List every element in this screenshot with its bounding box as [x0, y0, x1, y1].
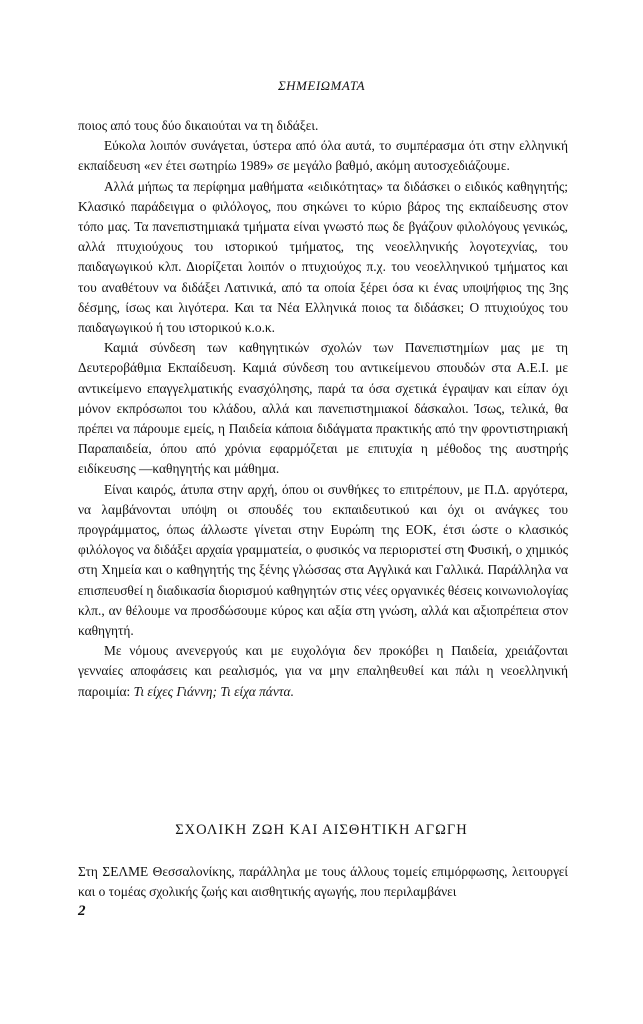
running-title: ΣΗΜΕΙΩΜΑΤΑ [277, 78, 366, 93]
main-text [78, 116, 568, 702]
paragraph: Είναι καιρός, άτυπα στην αρχή, όπου οι συνθήκες το επιτρέπουν, με Π.Δ. αργότερα, να λαμβάνονται υπόψη οι σπουδές του εκπαιδευτικού και όχι οι ανάγκες του προγράμματος, όπως άλλωστε γίνεται στην Ευρώπη της ΕΟΚ, έτσι ώστε ο κλασικός φιλόλογος να διδάξει αρχαία γραμματεία, ο φυσικός να περιοριστεί στη Φυσική, ο χημικός στη Χημεία και ο καθηγητής της ξένης γλώσσας στα Αγγλικά και Γαλλικά. Παράλληλα να επισπευσθεί η διαδικασία διορισμού καθηγητών στις νέες οργανικές θέσεις κοινωνιολογίας κλπ., αν θέλουμε να προσδώσουμε κύρος και αξία στη γνώση, αλλά και αξιοπρέπεια στον καθηγητή. [78, 481, 568, 639]
paragraph-continuation: ποιος από τους δύο δικαιούται να τη διδάξει. [78, 118, 319, 133]
paragraph: Στη ΣΕΛΜΕ Θεσσαλονίκης, παράλληλα με τους άλλους τομείς επιμόρφωσης, λειτουργεί και ο τομέας σχολικής ζωής και αισθητικής αγωγής, που περιλαμβάνει [78, 864, 568, 900]
paragraph: Εύκολα λοιπόν συνάγεται, ύστερα από όλα αυτά, το συμπέρασμα ότι στην ελληνική εκπαίδευση «εν έτει σωτηρίω 1989» σε μεγάλο βαθμό, ακόμη αυτοσχεδιάζουμε. [78, 138, 568, 174]
paragraph-with-proverb [78, 641, 568, 702]
paragraph-text: Με νόμους ανενεργούς και με ευχολόγια δεν προκόβει η Παιδεία, χρειάζονται γενναίες αποφάσεις και ρεαλισμός, για να μην επαληθευθεί και πάλι η νεοελληνική παροιμία: [78, 643, 568, 699]
paragraph: Αλλά μήπως τα περίφημα μαθήματα «ειδικότητας» τα διδάσκει ο ειδικός καθηγητής; Κλασικό παράδειγμα ο φιλόλογος, που σηκώνει το κύριο βάρος της εκπαίδευσης στον τόπο μας. Τα πανεπιστημιακά τμήματα είναι γνωστό πως δε βγάζουν φιλολόγους γενικώς, αλλά πτυχιούχους του ιστορικού τμήματος, της νεοελληνικής λογοτεχνίας, του παιδαγωγικού κλπ. Διορίζεται λοιπόν ο πτυχιούχος π.χ. του νεοελληνικού τμήματος και του αναθέτουν να διδάξει Λατινικά, από τα οποία ξέρει όσα κι ένας υποψήφιος της 3ης δέσμης, ίσως και λιγότερα. Και τα Νέα Ελληνικά ποιος τα διδάσκει; Ο πτυχιούχος του παιδαγωγικού ή του ιστορικού κ.ο.κ. [78, 178, 568, 336]
page-number: 2 [78, 903, 86, 919]
section-heading: ΣΧΟΛΙΚΗ ΖΩΗ ΚΑΙ ΑΙΣΘΗΤΙΚΗ ΑΓΩΓΗ [175, 822, 468, 838]
section-text [78, 862, 568, 902]
proverb: Τι είχες Γιάννη; Τι είχα πάντα. [133, 683, 294, 699]
paragraph: Καμιά σύνδεση των καθηγητικών σχολών των Πανεπιστημίων μας με τη Δευτεροβάθμια Εκπαίδευση. Καμιά σύνδεση του αντικείμενου σπουδών στα Α.Ε.Ι. με αντικείμενο επαγγελματικής ενασχόλησης, παρά τα όσα σχετικά έγραψαν και είπαν όχι μόνον εκπρόσωποι του κλάδου, αλλά και πανεπιστημιακοί δάσκαλοι. Ίσως, τελικά, θα πρέπει να πάρουμε εμείς, η Παιδεία κάποια διδάγματα πρακτικής από την φροντιστηριακή Παραπαιδεία, όπου από χρόνια εφαρμόζεται με επιτυχία η μέθοδος της αυστηρής ειδίκευσης —καθηγητής και μάθημα. [78, 340, 568, 477]
